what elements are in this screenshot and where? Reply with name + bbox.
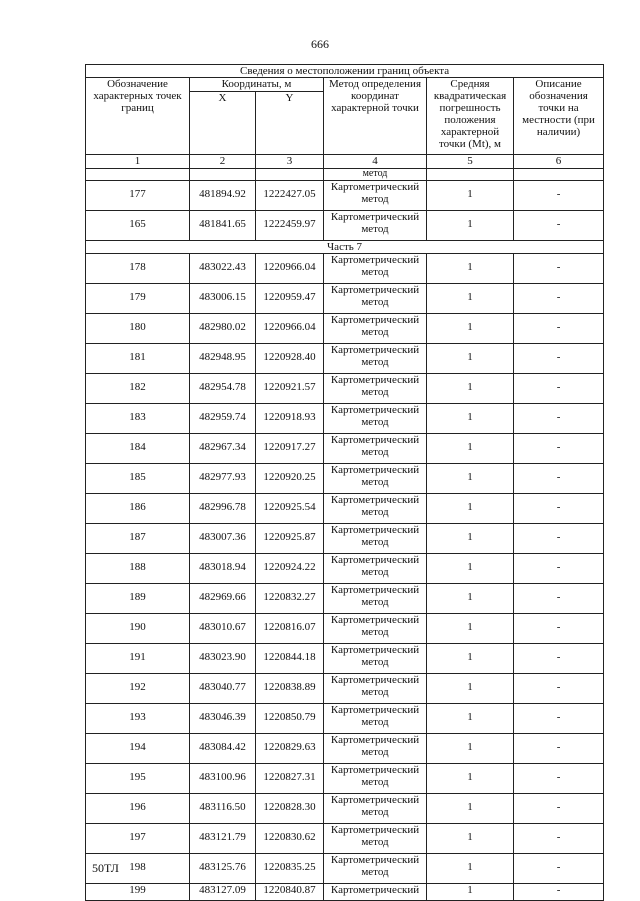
header-x: X	[190, 92, 256, 155]
description-cell: -	[514, 794, 604, 824]
description-cell: -	[514, 584, 604, 614]
error-cell: 1	[427, 374, 514, 404]
description-cell: -	[514, 464, 604, 494]
y-coordinate-cell: 1220966.04	[256, 254, 324, 284]
header-error: Средняя квадратическая погрешность положения характерной точки (Mt), м	[427, 78, 514, 155]
point-id-cell: 190	[86, 614, 190, 644]
table-row	[86, 614, 604, 644]
table-row	[86, 464, 604, 494]
table-row	[86, 374, 604, 404]
point-id-cell: 186	[86, 494, 190, 524]
y-coordinate-cell: 1220918.93	[256, 404, 324, 434]
table-row	[86, 734, 604, 764]
x-coordinate-cell: 483006.15	[190, 284, 256, 314]
description-cell: -	[514, 314, 604, 344]
column-number: 4	[324, 155, 427, 169]
y-coordinate-cell: 1220924.22	[256, 554, 324, 584]
x-coordinate-cell: 483127.09	[190, 884, 256, 901]
table-row	[86, 344, 604, 374]
point-id-cell: 196	[86, 794, 190, 824]
description-cell: -	[514, 344, 604, 374]
description-cell: -	[514, 674, 604, 704]
x-coordinate-cell: 483125.76	[190, 854, 256, 884]
x-coordinate-cell: 482980.02	[190, 314, 256, 344]
description-cell: -	[514, 211, 604, 241]
error-cell: 1	[427, 314, 514, 344]
table-row	[86, 434, 604, 464]
table-row	[86, 674, 604, 704]
x-coordinate-cell: 482967.34	[190, 434, 256, 464]
point-id-cell: 187	[86, 524, 190, 554]
description-cell: -	[514, 734, 604, 764]
continuation-row	[86, 169, 604, 181]
x-coordinate-cell: 483018.94	[190, 554, 256, 584]
y-coordinate-cell: 1220925.87	[256, 524, 324, 554]
method-cell: Картометрический метод	[324, 854, 427, 884]
table-row	[86, 404, 604, 434]
header-method: Метод определения координат характерной точки	[324, 78, 427, 155]
point-id-cell: 184	[86, 434, 190, 464]
method-cell: Картометрический метод	[324, 524, 427, 554]
point-id-cell: 177	[86, 181, 190, 211]
x-coordinate-cell: 483040.77	[190, 674, 256, 704]
point-id-cell: 197	[86, 824, 190, 854]
description-cell: -	[514, 254, 604, 284]
method-cell: Картометрический метод	[324, 344, 427, 374]
point-id-cell: 185	[86, 464, 190, 494]
x-coordinate-cell: 483084.42	[190, 734, 256, 764]
table-row	[86, 584, 604, 614]
x-coordinate-cell: 483022.43	[190, 254, 256, 284]
y-coordinate-cell: 1220840.87	[256, 884, 324, 901]
x-coordinate-cell: 482977.93	[190, 464, 256, 494]
description-cell: -	[514, 524, 604, 554]
y-coordinate-cell: 1220828.30	[256, 794, 324, 824]
method-cell: Картометрический метод	[324, 211, 427, 241]
x-coordinate-cell: 483023.90	[190, 644, 256, 674]
method-cell: Картометрический метод	[324, 704, 427, 734]
point-id-cell: 178	[86, 254, 190, 284]
table-row	[86, 704, 604, 734]
error-cell: 1	[427, 434, 514, 464]
description-cell: -	[514, 494, 604, 524]
description-cell: -	[514, 854, 604, 884]
point-id-cell: 182	[86, 374, 190, 404]
y-coordinate-cell: 1220816.07	[256, 614, 324, 644]
table-row	[86, 854, 604, 884]
description-cell: -	[514, 614, 604, 644]
y-coordinate-cell: 1220925.54	[256, 494, 324, 524]
description-cell: -	[514, 644, 604, 674]
error-cell: 1	[427, 494, 514, 524]
description-cell: -	[514, 884, 604, 901]
table-row	[86, 211, 604, 241]
continuation-method: метод	[324, 169, 427, 181]
point-id-cell: 179	[86, 284, 190, 314]
error-cell: 1	[427, 884, 514, 901]
method-cell: Картометрический метод	[324, 764, 427, 794]
error-cell: 1	[427, 524, 514, 554]
description-cell: -	[514, 404, 604, 434]
error-cell: 1	[427, 734, 514, 764]
table-row	[86, 884, 604, 901]
description-cell: -	[514, 824, 604, 854]
part-label: Часть 7	[86, 241, 604, 254]
y-coordinate-cell: 1220966.04	[256, 314, 324, 344]
x-coordinate-cell: 482959.74	[190, 404, 256, 434]
page-number: 666	[311, 37, 329, 51]
method-cell: Картометрический метод	[324, 374, 427, 404]
table-row	[86, 794, 604, 824]
method-cell: Картометрический метод	[324, 314, 427, 344]
table-row	[86, 764, 604, 794]
x-coordinate-cell: 483116.50	[190, 794, 256, 824]
method-cell: Картометрический метод	[324, 644, 427, 674]
table-row	[86, 181, 604, 211]
method-cell: Картометрический метод	[324, 254, 427, 284]
x-coordinate-cell: 483046.39	[190, 704, 256, 734]
method-cell: Картометрический метод	[324, 824, 427, 854]
point-id-cell: 193	[86, 704, 190, 734]
header-coordinates: Координаты, м	[190, 78, 324, 92]
error-cell: 1	[427, 704, 514, 734]
method-cell: Картометрический	[324, 884, 427, 901]
method-cell: Картометрический метод	[324, 404, 427, 434]
point-id-cell: 188	[86, 554, 190, 584]
method-cell: Картометрический метод	[324, 554, 427, 584]
description-cell: -	[514, 374, 604, 404]
column-number: 5	[427, 155, 514, 169]
table-row	[86, 554, 604, 584]
point-id-cell: 199	[86, 884, 190, 901]
error-cell: 1	[427, 181, 514, 211]
method-cell: Картометрический метод	[324, 794, 427, 824]
y-coordinate-cell: 1220928.40	[256, 344, 324, 374]
y-coordinate-cell: 1220921.57	[256, 374, 324, 404]
y-coordinate-cell: 1222427.05	[256, 181, 324, 211]
boundary-points-table	[85, 64, 604, 901]
footer-mark: 50ТЛ	[92, 861, 119, 875]
description-cell: -	[514, 181, 604, 211]
error-cell: 1	[427, 211, 514, 241]
point-id-cell: 191	[86, 644, 190, 674]
table-row	[86, 284, 604, 314]
method-cell: Картометрический метод	[324, 584, 427, 614]
column-number: 6	[514, 155, 604, 169]
description-cell: -	[514, 704, 604, 734]
method-cell: Картометрический метод	[324, 674, 427, 704]
y-coordinate-cell: 1220850.79	[256, 704, 324, 734]
error-cell: 1	[427, 824, 514, 854]
x-coordinate-cell: 483121.79	[190, 824, 256, 854]
x-coordinate-cell: 481841.65	[190, 211, 256, 241]
column-number: 1	[86, 155, 190, 169]
error-cell: 1	[427, 554, 514, 584]
point-id-cell: 194	[86, 734, 190, 764]
description-cell: -	[514, 434, 604, 464]
header-designation: Обозначение характерных точек границ	[86, 78, 190, 155]
x-coordinate-cell: 482996.78	[190, 494, 256, 524]
method-cell: Картометрический метод	[324, 464, 427, 494]
point-id-cell: 189	[86, 584, 190, 614]
y-coordinate-cell: 1220829.63	[256, 734, 324, 764]
error-cell: 1	[427, 344, 514, 374]
y-coordinate-cell: 1220832.27	[256, 584, 324, 614]
y-coordinate-cell: 1220920.25	[256, 464, 324, 494]
error-cell: 1	[427, 764, 514, 794]
table-row	[86, 494, 604, 524]
method-cell: Картометрический метод	[324, 434, 427, 464]
column-number: 3	[256, 155, 324, 169]
x-coordinate-cell: 483100.96	[190, 764, 256, 794]
table-row	[86, 254, 604, 284]
error-cell: 1	[427, 284, 514, 314]
x-coordinate-cell: 482948.95	[190, 344, 256, 374]
error-cell: 1	[427, 794, 514, 824]
method-cell: Картометрический метод	[324, 181, 427, 211]
description-cell: -	[514, 764, 604, 794]
error-cell: 1	[427, 644, 514, 674]
y-coordinate-cell: 1220827.31	[256, 764, 324, 794]
point-id-cell: 192	[86, 674, 190, 704]
header-y: Y	[256, 92, 324, 155]
y-coordinate-cell: 1222459.97	[256, 211, 324, 241]
x-coordinate-cell: 483007.36	[190, 524, 256, 554]
table-row	[86, 524, 604, 554]
table-title: Сведения о местоположении границ объекта	[86, 65, 604, 78]
point-id-cell: 195	[86, 764, 190, 794]
header-description: Описание обозначения точки на местности (при наличии)	[514, 78, 604, 155]
point-id-cell: 198	[86, 854, 190, 884]
method-cell: Картометрический метод	[324, 284, 427, 314]
x-coordinate-cell: 482969.66	[190, 584, 256, 614]
column-number: 2	[190, 155, 256, 169]
y-coordinate-cell: 1220959.47	[256, 284, 324, 314]
table-row	[86, 314, 604, 344]
method-cell: Картометрический метод	[324, 614, 427, 644]
point-id-cell: 165	[86, 211, 190, 241]
x-coordinate-cell: 481894.92	[190, 181, 256, 211]
error-cell: 1	[427, 584, 514, 614]
error-cell: 1	[427, 254, 514, 284]
error-cell: 1	[427, 404, 514, 434]
y-coordinate-cell: 1220835.25	[256, 854, 324, 884]
method-cell: Картометрический метод	[324, 494, 427, 524]
table-row	[86, 824, 604, 854]
x-coordinate-cell: 483010.67	[190, 614, 256, 644]
error-cell: 1	[427, 854, 514, 884]
y-coordinate-cell: 1220844.18	[256, 644, 324, 674]
method-cell: Картометрический метод	[324, 734, 427, 764]
description-cell: -	[514, 554, 604, 584]
description-cell: -	[514, 284, 604, 314]
error-cell: 1	[427, 674, 514, 704]
point-id-cell: 180	[86, 314, 190, 344]
table-row	[86, 644, 604, 674]
y-coordinate-cell: 1220830.62	[256, 824, 324, 854]
y-coordinate-cell: 1220917.27	[256, 434, 324, 464]
x-coordinate-cell: 482954.78	[190, 374, 256, 404]
y-coordinate-cell: 1220838.89	[256, 674, 324, 704]
point-id-cell: 181	[86, 344, 190, 374]
error-cell: 1	[427, 464, 514, 494]
error-cell: 1	[427, 614, 514, 644]
point-id-cell: 183	[86, 404, 190, 434]
